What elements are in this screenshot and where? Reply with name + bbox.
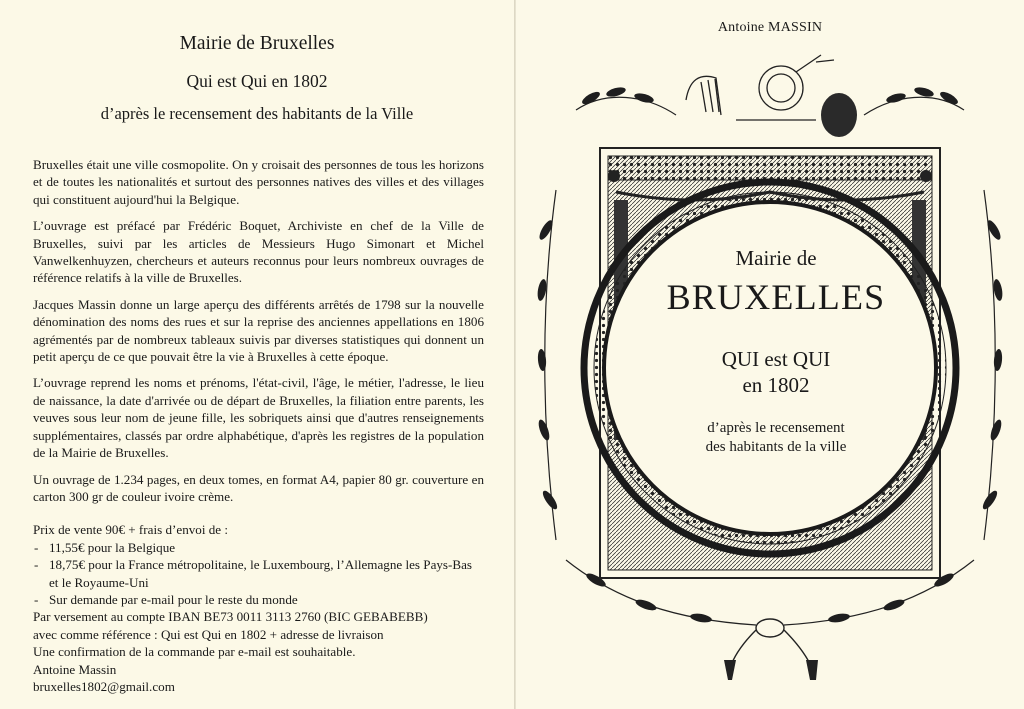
paragraph-content: Jacques Massin donne un large aperçu des différents arrêtés de 1798 sur la nouvelle dénomination des noms des rues et sur la reprise des anciennes appellations en 1806 agrémentés par de nombreux tableaux suivis par diverses statistiques qui donnent un petit aperçu de ce que pouvait être la vie à Bruxelles à cette époque. — [33, 296, 484, 365]
signature-name: Antoine Massin — [33, 661, 117, 677]
cover-line-year: en 1802 — [742, 373, 810, 397]
cover-line-qui-est-qui: QUI est QUI — [721, 347, 831, 371]
cover-author: Antoine MASSIN — [717, 20, 823, 35]
price-heading: Prix de vente 90€ + frais d’envoi de : — [33, 522, 229, 538]
payment-confirmation: Une confirmation de la commande par e-mail est souhaitable. — [33, 644, 356, 660]
payment-reference: avec comme référence : Qui est Qui en 1802 + adresse de livraison — [33, 626, 384, 642]
price-item-world: - Sur demande par e-mail pour le reste du monde — [33, 591, 484, 608]
cover-line-mairie: Mairie de — [735, 246, 817, 270]
paragraph-format: Un ouvrage de 1.234 pages, en deux tomes, en format A4, papier 80 gr. couverture en carton 300 gr de couleur ivoire crème. — [33, 471, 484, 504]
left-body-text — [33, 156, 484, 695]
price-item-belgium: - 11,55€ pour la Belgique — [33, 539, 484, 556]
cover-line-recensement: d’après le recensement — [707, 420, 845, 436]
price-list — [33, 539, 484, 609]
left-title: Mairie de Bruxelles — [179, 33, 335, 54]
left-subtitle: Qui est Qui en 1802 — [186, 71, 328, 91]
paragraph-records: L’ouvrage reprend les noms et prénoms, l'état-civil, l'âge, le métier, l'adresse, le lieu de naissance, la date d'arrivée ou de départ de Bruxelles, la filiation entre parents, les veuves sous leur nom de jeune fille, les sobriquets ainsi que d'autres renseignements supplémentaires, classés par ordre alphabétique, d'après les registres de la population de la Mairie de Bruxelles. — [33, 375, 484, 461]
left-tagline: d’après le recensement des habitants de la Ville — [100, 104, 414, 123]
payment-account: Par versement au compte IBAN BE73 0011 3113 2760 (BIC GEBABEBB) — [33, 609, 428, 625]
price-item-europe: - 18,75€ pour la France métropolitaine, le Luxembourg, l’Allemagne les Pays-Bas et le Royaume-Uni — [33, 556, 484, 591]
paragraph-intro: Bruxelles était une ville cosmopolite. On y croisait des personnes de tous les horizons et de toutes les nationalités et surtout des personnes natives des villes et des villages qui constituent aujourd'hui la Belgique. — [33, 157, 484, 207]
cover-line-bruxelles: BRUXELLES — [666, 277, 886, 317]
contact-email[interactable]: bruxelles1802@gmail.com — [33, 678, 175, 694]
cover-line-habitants: des habitants de la ville — [705, 439, 847, 455]
paragraph-preface: L’ouvrage est préfacé par Frédéric Boquet, Archiviste en chef de la Ville de Bruxelles, suivi par les articles de Messieurs Hugo Simonart et Michel Vanwelkenhuyzen, chercheurs et auteurs reconnus pour leurs nombreux ouvrages de référence relatifs à la ville de Bruxelles. — [33, 218, 484, 286]
